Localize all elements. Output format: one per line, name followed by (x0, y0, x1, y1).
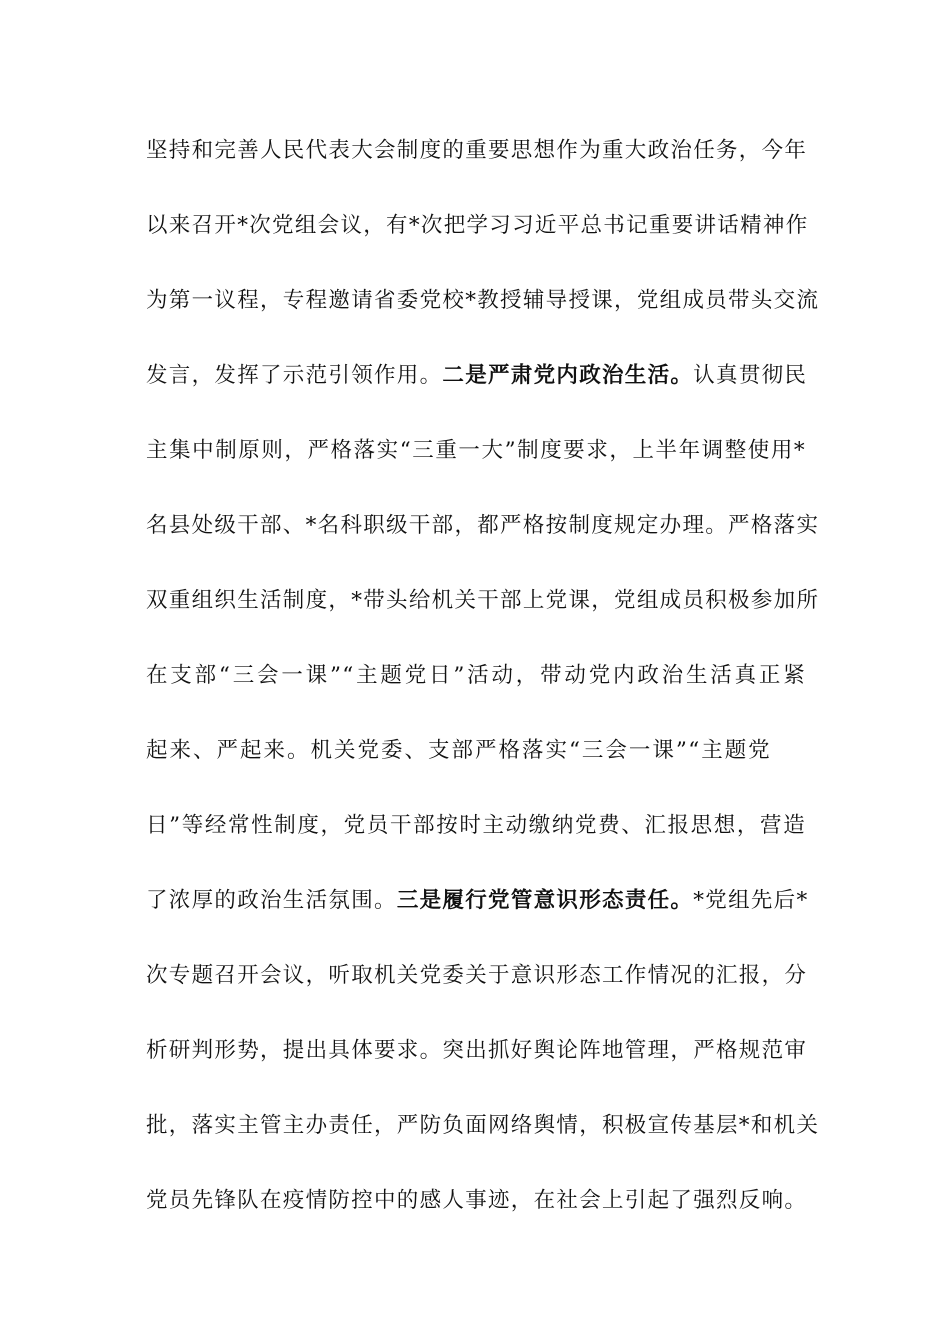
text-segment: 以来召开*次党组会议，有*次把学习习近平总书记重要讲话精神作 (146, 213, 809, 238)
bold-heading-segment: 三是履行党管意识形态责任。 (396, 888, 694, 913)
text-segment: 主集中制原则，严格落实“三重一大”制度要求，上半年调整使用* (146, 438, 806, 463)
text-line-14 (146, 1106, 820, 1146)
text-segment: 析研判形势，提出具体要求。突出抓好舆论阵地管理，严格规范审 (146, 1038, 808, 1063)
text-segment: 双重组织生活制度，*带头给机关干部上党课，党组成员积极参加所 (146, 588, 820, 613)
text-line-7 (146, 581, 820, 621)
text-segment: 了浓厚的政治生活氛围。 (146, 888, 397, 913)
text-line-10 (146, 806, 806, 846)
text-segment: 次专题召开会议，听取机关党委关于意识形态工作情况的汇报，分 (146, 963, 808, 988)
text-segment: 为第一议程，专程邀请省委党校*教授辅导授课，党组成员带头交流 (146, 288, 820, 313)
text-line-2 (146, 206, 809, 246)
text-line-5 (146, 431, 806, 471)
text-line-3 (146, 281, 820, 321)
text-segment: *党组先后* (693, 888, 809, 913)
text-line-13 (146, 1031, 806, 1071)
text-line-1 (146, 131, 806, 171)
text-line-8 (146, 656, 806, 696)
text-line-12 (146, 956, 806, 996)
text-segment: 在支部“三会一课”“主题党日”活动，带动党内政治生活真正紧 (146, 663, 806, 688)
text-segment: 党员先锋队在疫情防控中的感人事迹，在社会上引起了强烈反响。 (146, 1188, 808, 1213)
text-segment: 坚持和完善人民代表大会制度的重要思想作为重大政治任务，今年 (146, 138, 808, 163)
text-line-4 (146, 356, 806, 396)
text-segment: 日”等经常性制度，党员干部按时主动缴纳党费、汇报思想，营造 (146, 813, 806, 838)
text-line-6 (146, 506, 820, 546)
bold-heading-segment: 二是严肃党内政治生活。 (442, 363, 694, 388)
text-segment: 认真贯彻民 (693, 363, 808, 388)
text-line-15 (146, 1181, 806, 1221)
text-segment: 起来、严起来。机关党委、支部严格落实“三会一课”“主题党 (146, 738, 771, 763)
text-line-11 (146, 881, 809, 921)
text-line-9 (146, 731, 771, 771)
text-segment: 名县处级干部、*名科职级干部，都严格按制度规定办理。严格落实 (146, 513, 820, 538)
text-segment: 批，落实主管主办责任，严防负面网络舆情，积极宣传基层*和机关 (146, 1113, 820, 1138)
text-segment: 发言，发挥了示范引领作用。 (146, 363, 443, 388)
